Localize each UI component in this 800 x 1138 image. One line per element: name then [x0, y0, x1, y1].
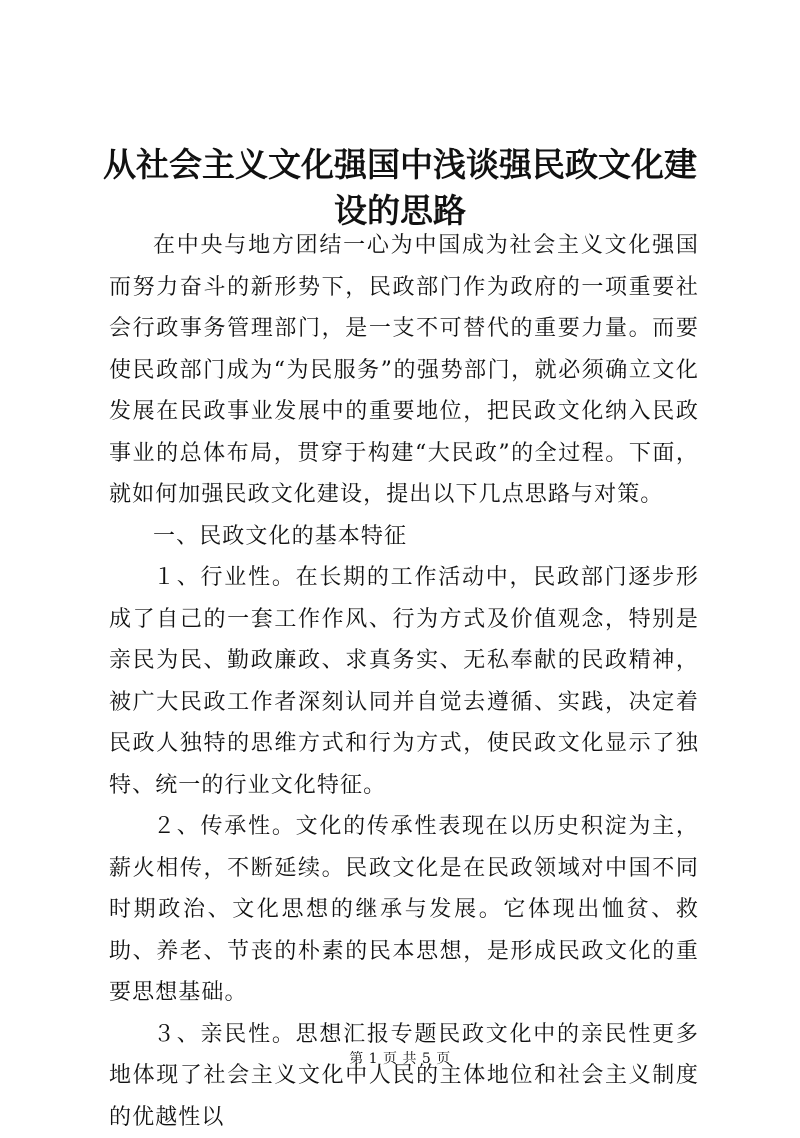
document-body — [109, 225, 699, 1138]
page-footer: 第 1 页 共 5 页 — [0, 1049, 800, 1069]
paragraph-industry: １、行业性。在长期的工作活动中，民政部门逐步形成了自己的一套工作作风、行为方式及价值观念，特别是亲民为民、勤政廉政、求真务实、无私奉献的民政精神，被广大民政工作者深刻认同并自觉去遵循、实践，决定着民政人独特的思维方式和行为方式，使民政文化显示了独特、统一的行业文化特征。 — [109, 557, 699, 806]
paragraph-people-oriented: ３、亲民性。思想汇报专题民政文化中的亲民性更多地体现了社会主义文化中人民的主体地位和社会主义制度的优越性以 — [109, 1014, 699, 1138]
paragraph-intro: 在中央与地方团结一心为中国成为社会主义文化强国而努力奋斗的新形势下，民政部门作为政府的一项重要社会行政事务管理部门，是一支不可替代的重要力量。而要使民政部门成为“为民服务”的强势部门，就必须确立文化发展在民政事业发展中的重要地位，把民政文化纳入民政事业的总体布局，贯穿于构建“大民政”的全过程。下面，就如何加强民政文化建设，提出以下几点思路与对策。 — [109, 225, 699, 516]
paragraph-inheritance: ２、传承性。文化的传承性表现在以历史积淀为主，薪火相传，不断延续。民政文化是在民政领域对中国不同时期政治、文化思想的继承与发展。它体现出恤贫、救助、养老、节丧的朴素的民本思想，是形成民政文化的重要思想基础。 — [109, 806, 699, 1014]
document-title: 从社会主义文化强国中浅谈强民政文化建设的思路 — [100, 142, 700, 234]
section-heading-1: 一、民政文化的基本特征 — [109, 516, 699, 558]
